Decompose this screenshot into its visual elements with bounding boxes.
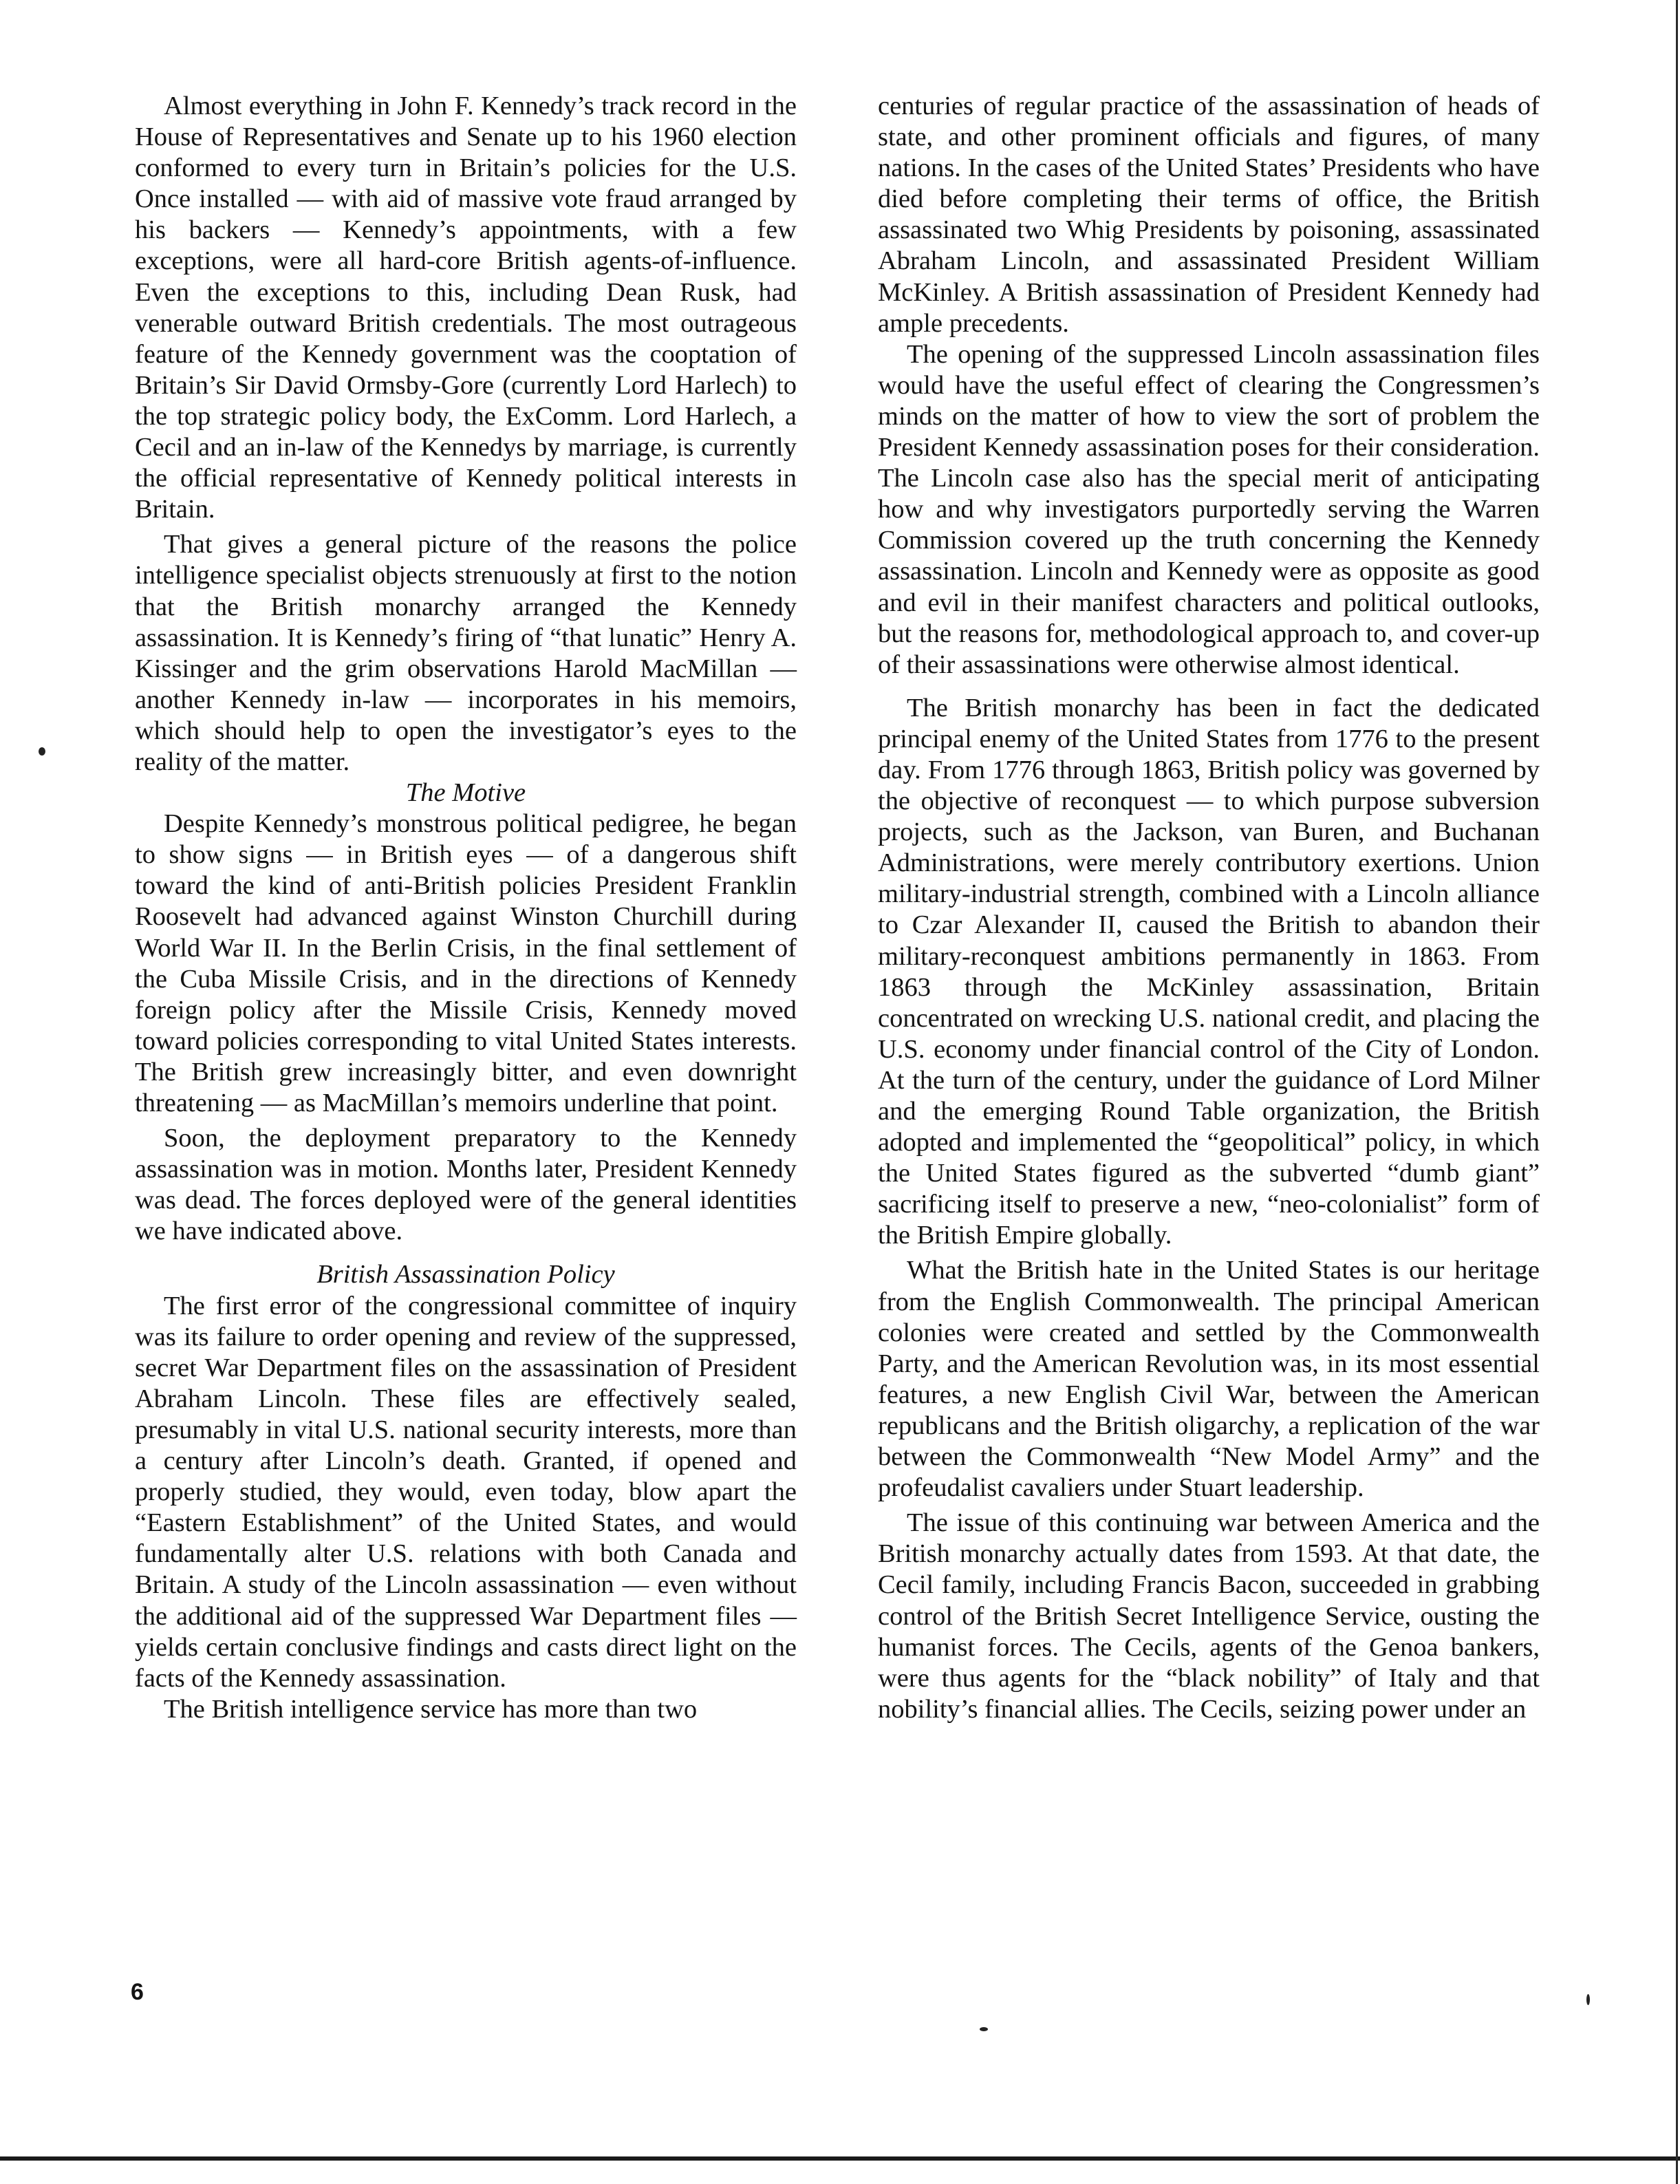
paragraph: Almost everything in John F. Kennedy’s track record in the House of Representatives and Senate up to his 1960 election conformed to every turn in Britain’s policies for the U.S. Once installed — with aid of massive vote fraud arranged by his backers — Kennedy’s appointments, with a few exceptions, were all hard-core British agents-of-influence. Even the exceptions to this, including Dean Rusk, had venerable outward British credentials. The most outrageous feature of the Kennedy government was the cooptation of Britain’s Sir David Ormsby-Gore (currently Lord Harlech) to the top strategic policy body, the ExComm. Lord Harlech, a Cecil and an in-law of the Kennedys by marriage, is currently the official representative of Kennedy political interests in Britain. (135, 92, 797, 524)
page-number: 6 (131, 1979, 144, 2005)
paragraph: That gives a general picture of the reasons the police intelligence specialist objects strenuously at first to the notion that the British monarchy arranged the Kennedy assassination. It is Kennedy’s firing of “that lunatic” Henry A. Kissinger and the grim observations Harold MacMillan — another Kennedy in-law — incorporates in his memoirs, which should help to open the investigator’s eyes to the reality of the matter. (135, 530, 797, 776)
left-column (135, 91, 797, 1725)
paragraph: Soon, the deployment preparatory to the Kennedy assassination was in motion. Months later, President Kennedy was dead. The forces deployed were of the general identities we have indicated above. (135, 1124, 797, 1246)
paragraph: The British monarchy has been in fact the dedicated principal enemy of the United States from 1776 to the present day. From 1776 through 1863, British policy was governed by the objective of reconquest — to which purpose subversion projects, such as the Jackson, van Buren, and Buchanan Administrations, were merely contributory exertions. Union military-industrial strength, combined with a Lincoln alliance to Czar Alexander II, caused the British to abandon their military-reconquest ambitions permanently in 1863. From 1863 through the McKinley assassination, Britain concentrated on wrecking U.S. national credit, and placing the U.S. economy under financial control of the City of London. At the turn of the century, under the guidance of Lord Milner and the emerging Round Table organization, the British adopted and implemented the “geopolitical” policy, in which the United States figured as the subverted “dumb giant” sacrificing itself to preserve a new, “neo-colonialist” form of the British Empire globally. (878, 693, 1540, 1250)
paragraph: centuries of regular practice of the assassination of heads of state, and other prominent officials and figures, of many nations. In the cases of the United States’ Presidents who have died before completing their terms of office, the British assassinated two Whig Presidents by poisoning, assassinated Abraham Lincoln, and assassinated President William McKinley. A British assassination of President Kennedy had ample precedents. (878, 92, 1540, 338)
scan-speck (39, 747, 45, 756)
paragraph: What the British hate in the United States is our heritage from the English Commonwealth. The principal American colonies were created and settled by the Commonwealth Party, and the American Revolution was, in its most essential features, a new English Civil War, between the American republicans and the British oligarchy, a replication of the war between the Commonwealth “New Model Army” and the profeudalist cavaliers under Stuart leadership. (878, 1256, 1540, 1503)
section-heading-policy: British Assassination Policy (316, 1260, 615, 1289)
paragraph: Despite Kennedy’s monstrous political pedigree, he began to show signs — in British eyes — of a dangerous shift toward the kind of anti-British policies President Franklin Roosevelt had advanced against Winston Churchill during World War II. In the Berlin Crisis, in the final settlement of the Cuba Missile Crisis, and in the directions of Kennedy foreign policy after the Missile Crisis, Kennedy moved toward policies corresponding to vital United States interests. The British grew increasingly bitter, and even downright threatening — as MacMillan’s memoirs underline that point. (135, 809, 797, 1117)
page-edge (1676, 0, 1678, 2184)
bottom-rule (0, 2156, 1680, 2161)
paragraph: The British intelligence service has more than two (164, 1694, 698, 1724)
right-column (878, 91, 1540, 1725)
paragraph: The first error of the congressional committee of inquiry was its failure to order opening and review of the suppressed, secret War Department files on the assassination of President Abraham Lincoln. These files are effectively sealed, presumably in vital U.S. national security interests, more than a century after Lincoln’s death. Granted, if opened and properly studied, they would, even today, blow apart the “Eastern Establishment” of the United States, and would fundamentally alter U.S. relations with both Canada and Britain. A study of the Lincoln assassination — even without the additional aid of the suppressed War Department files — yields certain conclusive findings and casts direct light on the facts of the Kennedy assassination. (135, 1291, 797, 1693)
section-heading-motive: The Motive (405, 778, 526, 808)
scan-speck (1586, 1994, 1590, 2005)
scan-speck (980, 2027, 988, 2031)
paragraph: The opening of the suppressed Lincoln assassination files would have the useful effect of clearing the Congressmen’s minds on the matter of how to view the sort of problem the President Kennedy assassination poses for their consideration. The Lincoln case also has the special merit of anticipating how and why investigators purportedly serving the Warren Commission covered up the truth concerning the Kennedy assassination. Lincoln and Kennedy were as opposite as good and evil in their manifest characters and political outlooks, but the reasons for, methodological approach to, and cover-up of their assassinations were otherwise almost identical. (878, 339, 1540, 679)
paragraph: The issue of this continuing war between America and the British monarchy actually dates from 1593. At that date, the Cecil family, including Francis Bacon, succeeded in grabbing control of the British Secret Intelligence Service, ousting the humanist forces. The Cecils, agents of the Genoa bankers, were thus agents for the “black nobility” of Italy and that nobility’s financial allies. The Cecils, seizing power under an (878, 1508, 1540, 1724)
